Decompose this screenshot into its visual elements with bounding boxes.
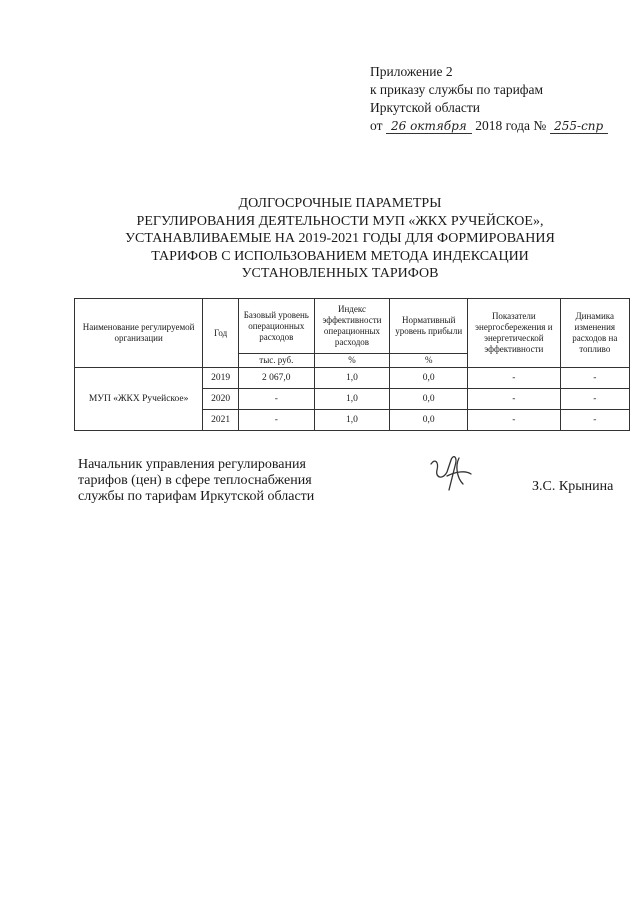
title-line: ТАРИФОВ С ИСПОЛЬЗОВАНИЕМ МЕТОДА ИНДЕКСАЦИИ (151, 248, 529, 264)
header-base: Базовый уровень операционных расходов (238, 299, 314, 354)
cell-base: 2 067,0 (238, 368, 314, 389)
header-org: Наименование регулируемой организации (75, 299, 203, 368)
cell-index: 1,0 (314, 389, 390, 410)
cell-energy: - (468, 368, 561, 389)
cell-norm: 0,0 (390, 389, 468, 410)
title-line: РЕГУЛИРОВАНИЯ ДЕЯТЕЛЬНОСТИ МУП «ЖКХ РУЧЕЙСКОЕ», (136, 213, 544, 229)
signatory-name: З.С. Крынина (532, 479, 614, 494)
handwritten-number: 255-спр (550, 119, 608, 134)
appendix-order-ref: к приказу службы по тарифам (370, 82, 544, 97)
appendix-block (370, 63, 630, 135)
cell-base: - (238, 389, 314, 410)
title-line: ДОЛГОСРОЧНЫЕ ПАРАМЕТРЫ (238, 196, 442, 211)
cell-energy: - (468, 389, 561, 410)
cell-dynamics: - (560, 410, 629, 431)
header-dynamics: Динамика изменения расходов на топливо (560, 299, 629, 368)
table-row (75, 368, 630, 389)
signatory-line: Начальник управления регулирования (78, 457, 306, 472)
table-header-row (75, 299, 630, 354)
cell-year: 2019 (203, 368, 239, 389)
cell-dynamics: - (560, 389, 629, 410)
document-title (60, 195, 620, 283)
unit-index: % (314, 354, 390, 368)
signatory-position (78, 457, 314, 505)
year-text: 2018 года № (475, 118, 547, 133)
signatory-line: службы по тарифам Иркутской области (78, 489, 315, 504)
header-energy: Показатели энергосбережения и энергетической эффективности (468, 299, 561, 368)
unit-base: тыс. руб. (238, 354, 314, 368)
cell-base: - (238, 410, 314, 431)
cell-index: 1,0 (314, 368, 390, 389)
handwritten-date: 26 октября (386, 119, 472, 134)
cell-norm: 0,0 (390, 368, 468, 389)
header-norm: Нормативный уровень прибыли (390, 299, 468, 354)
title-line: УСТАНОВЛЕННЫХ ТАРИФОВ (241, 266, 439, 281)
cell-energy: - (468, 410, 561, 431)
title-line: УСТАНАВЛИВАЕМЫЕ НА 2019-2021 ГОДЫ ДЛЯ ФОРМИРОВАНИЯ (125, 231, 555, 246)
header-index: Индекс эффективности операционных расходов (314, 299, 390, 354)
cell-norm: 0,0 (390, 410, 468, 431)
org-name-cell: МУП «ЖКХ Ручейское» (75, 368, 203, 431)
parameters-table (74, 298, 630, 431)
signatory-line: тарифов (цен) в сфере теплоснабжения (78, 473, 312, 488)
cell-index: 1,0 (314, 410, 390, 431)
cell-year: 2020 (203, 389, 239, 410)
appendix-date-line (370, 117, 630, 135)
header-year: Год (203, 299, 239, 368)
handwritten-signature (425, 450, 475, 498)
cell-year: 2021 (203, 410, 239, 431)
appendix-region: Иркутской области (370, 100, 481, 115)
from-prefix: от (370, 118, 383, 133)
appendix-title: Приложение 2 (370, 64, 453, 79)
unit-norm: % (390, 354, 468, 368)
cell-dynamics: - (560, 368, 629, 389)
